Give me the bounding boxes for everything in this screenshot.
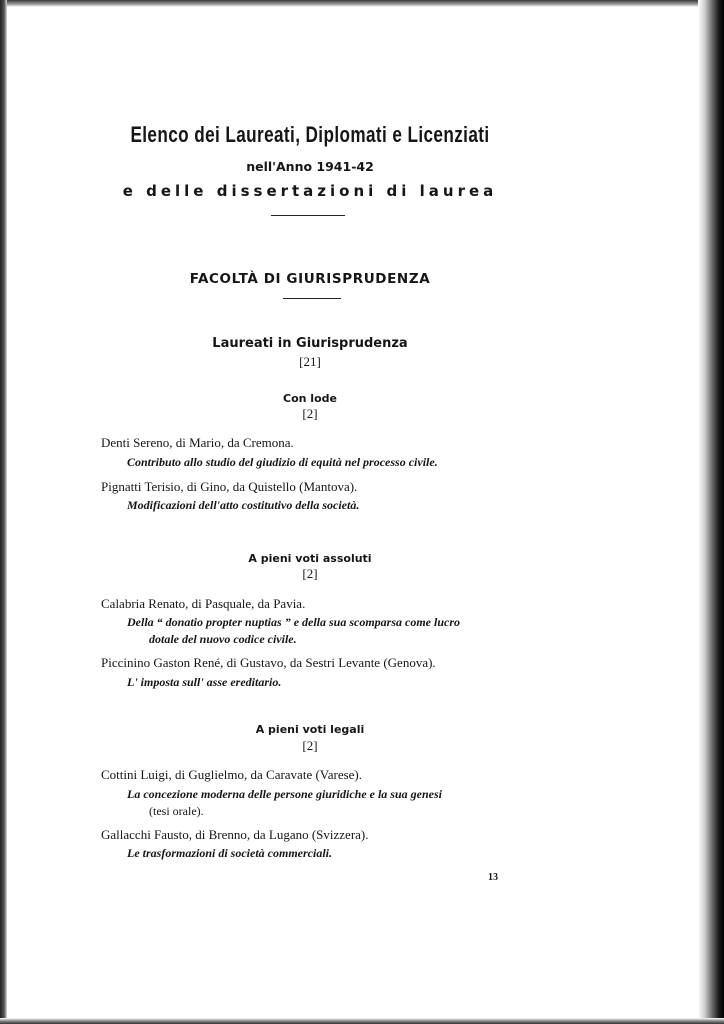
page-title: Elenco dei Laureati, Diplomati e Licenziati <box>130 122 490 147</box>
divider <box>283 298 341 299</box>
section-title: Laureati in Giurisprudenza <box>212 336 408 351</box>
page-number: 13 <box>488 872 498 883</box>
scan-edge-right <box>698 0 724 1024</box>
scan-edge-left <box>0 0 7 1024</box>
scan-edge-bottom <box>0 1018 724 1024</box>
divider <box>271 215 345 216</box>
graduate-name: Gallacchi Fausto, di Brenno, da Lugano (Svizzera). <box>101 827 369 842</box>
graduate-name: Cottini Luigi, di Guglielmo, da Caravate (Varese). <box>101 767 363 782</box>
section-count: [21] <box>299 354 321 369</box>
graduate-name: Denti Sereno, di Mario, da Cremona. <box>101 435 294 450</box>
scan-edge-top <box>0 0 724 7</box>
thesis-title: L' imposta sull' asse ereditario. <box>127 675 282 689</box>
group-count: [2] <box>302 738 318 753</box>
group-heading: A pieni voti assoluti <box>248 552 372 565</box>
graduate-name: Piccinino Gaston René, di Gustavo, da Sestri Levante (Genova). <box>101 655 436 670</box>
graduate-name: Calabria Renato, di Pasquale, da Pavia. <box>101 596 306 611</box>
thesis-title: Le trasformazioni di società commerciali. <box>127 846 332 860</box>
group-heading: A pieni voti legali <box>255 723 365 736</box>
thesis-title: Modificazioni dell'atto costitutivo della società. <box>127 498 360 512</box>
group-count: [2] <box>302 406 318 421</box>
page-subtitle-dissertations: e delle dissertazioni di laurea <box>122 182 498 200</box>
group-count: [2] <box>302 566 318 581</box>
thesis-title: Della “ donatio propter nuptias ” e della sua scomparsa come lucro dotale del nuovo codice civile. <box>127 615 461 646</box>
thesis-title: La concezione moderna delle persone giuridiche e la sua genesi (tesi orale). <box>127 787 442 818</box>
graduate-name: Pignatti Terisio, di Gino, da Quistello (Mantova). <box>101 479 358 494</box>
thesis-title: Contributo allo studio del giudizio di equità nel processo civile. <box>127 455 438 469</box>
page-subtitle-year: nell'Anno 1941-42 <box>246 159 374 174</box>
faculty-heading: FACOLTÀ DI GIURISPRUDENZA <box>189 271 431 287</box>
group-heading: Con lode <box>283 392 337 405</box>
